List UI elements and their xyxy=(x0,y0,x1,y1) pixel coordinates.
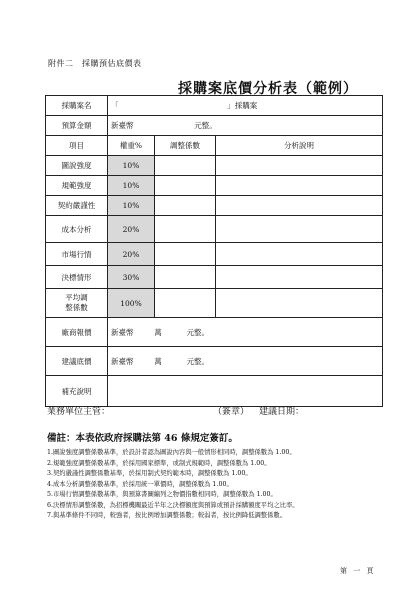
case-name-field[interactable] xyxy=(108,96,383,116)
remark: 備註：本表依政府採購法第 46 條規定簽訂。 xyxy=(47,433,238,444)
suggest-price-row xyxy=(46,347,383,376)
row-weight: 10% xyxy=(108,176,155,196)
analysis-input[interactable] xyxy=(216,156,383,176)
page-number: 第 一 頁 xyxy=(340,567,376,575)
case-name-open: 「 xyxy=(111,101,119,110)
list-item: 3.契約嚴謹性調整係數基準，於採用制式契約範本時，調整係數為 1.00。 xyxy=(47,470,252,477)
budget-field[interactable] xyxy=(108,116,383,136)
page-title: 採購案底價分析表（範例） xyxy=(178,81,358,97)
row-item: 契約嚴謹性 xyxy=(46,196,108,216)
suggest-price-label: 建議底價 xyxy=(46,347,108,376)
average-label: 平均調 整係數 xyxy=(46,289,108,318)
budget-prefix: 新臺幣 xyxy=(111,121,134,130)
row-item: 圖說強度 xyxy=(46,156,108,176)
header-weight: 權重% xyxy=(108,136,155,156)
analysis-input[interactable] xyxy=(216,176,383,196)
list-item: 7.與基準條件不同時，較強者，按比例增加調整係數；較弱者，按比例降低調整係數。 xyxy=(47,512,286,519)
row-item: 成本分析 xyxy=(46,216,108,243)
coefficient-input[interactable] xyxy=(155,196,216,216)
analysis-input[interactable] xyxy=(216,266,383,289)
list-item: 1.圖說強度調整係數基準，於設計者認為圖說內容與一般情形相同時，調整係數為 1.00。 xyxy=(47,449,296,456)
header-item: 項目 xyxy=(46,136,108,156)
table-row xyxy=(46,266,383,289)
list-item: 2.規範強度調整係數基準，於採用國家標準，或制式規範時，調整係數為 1.00。 xyxy=(47,459,271,467)
notes-list xyxy=(47,448,383,522)
case-name-close: 」採購案 xyxy=(227,101,258,110)
notes-label: 補充說明 xyxy=(46,376,108,407)
notes-row xyxy=(46,376,383,407)
budget-suffix: 元整。 xyxy=(194,121,217,130)
attachment-label: 附件二 採購預估底價表 xyxy=(48,59,142,68)
supervisor-label: 業務單位主管： xyxy=(47,407,111,417)
header-coefficient: 調整係數 xyxy=(155,136,216,156)
table-row xyxy=(46,176,383,196)
suggest-price-prefix: 新臺幣 xyxy=(111,356,134,366)
case-name-row xyxy=(46,96,383,116)
notes-field[interactable] xyxy=(108,376,383,407)
header-row xyxy=(46,136,383,156)
list-item: 4.成本分析調整係數基準，於採用統一單價時，調整係數為 1.00。 xyxy=(47,480,233,488)
vendor-quote-row xyxy=(46,318,383,347)
analysis-input[interactable] xyxy=(216,243,383,266)
coefficient-input[interactable] xyxy=(155,176,216,196)
coefficient-input[interactable] xyxy=(155,266,216,289)
suggest-price-suffix: 元整。 xyxy=(186,356,210,366)
row-weight: 20% xyxy=(108,243,155,266)
row-item: 市場行情 xyxy=(46,243,108,266)
suggest-price-wan: 萬 xyxy=(154,356,162,366)
table-row xyxy=(46,196,383,216)
row-item: 規範強度 xyxy=(46,176,108,196)
coefficient-input[interactable] xyxy=(155,243,216,266)
average-analysis-input[interactable] xyxy=(216,289,383,318)
vendor-quote-suffix: 元整。 xyxy=(186,327,210,337)
price-analysis-table xyxy=(45,95,383,407)
date-label: 建議日期： xyxy=(259,407,305,417)
average-weight: 100% xyxy=(108,289,155,318)
vendor-quote-label: 廠商報價 xyxy=(46,318,108,347)
coefficient-input[interactable] xyxy=(155,216,216,243)
vendor-quote-field[interactable] xyxy=(108,318,383,347)
list-item: 5.市場行情調整係數基準，與預算書圖編列之物價指數相同時，調整係數為 1.00。 xyxy=(47,491,277,498)
average-row xyxy=(46,289,383,318)
header-analysis: 分析說明 xyxy=(216,136,383,156)
row-weight: 30% xyxy=(108,266,155,289)
analysis-input[interactable] xyxy=(216,196,383,216)
list-item: 6.決標情形調整係數，為招標機關最近半年之決標額度與預算或預計採購額度平均之比率。 xyxy=(47,501,299,509)
row-weight: 10% xyxy=(108,156,155,176)
row-item: 決標情形 xyxy=(46,266,108,289)
row-weight: 20% xyxy=(108,216,155,243)
suggest-price-field[interactable] xyxy=(108,347,383,376)
average-coefficient-input[interactable] xyxy=(155,289,216,318)
vendor-quote-wan: 萬 xyxy=(154,327,162,337)
case-name-label: 採購案名 xyxy=(46,96,108,116)
table-row xyxy=(46,243,383,266)
table-row xyxy=(46,156,383,176)
coefficient-input[interactable] xyxy=(155,156,216,176)
sign-label: （簽章） xyxy=(213,407,250,417)
budget-label: 預算金額 xyxy=(46,116,108,136)
budget-row xyxy=(46,116,383,136)
analysis-input[interactable] xyxy=(216,216,383,243)
row-weight: 10% xyxy=(108,196,155,216)
table-row xyxy=(46,216,383,243)
vendor-quote-prefix: 新臺幣 xyxy=(111,327,134,337)
